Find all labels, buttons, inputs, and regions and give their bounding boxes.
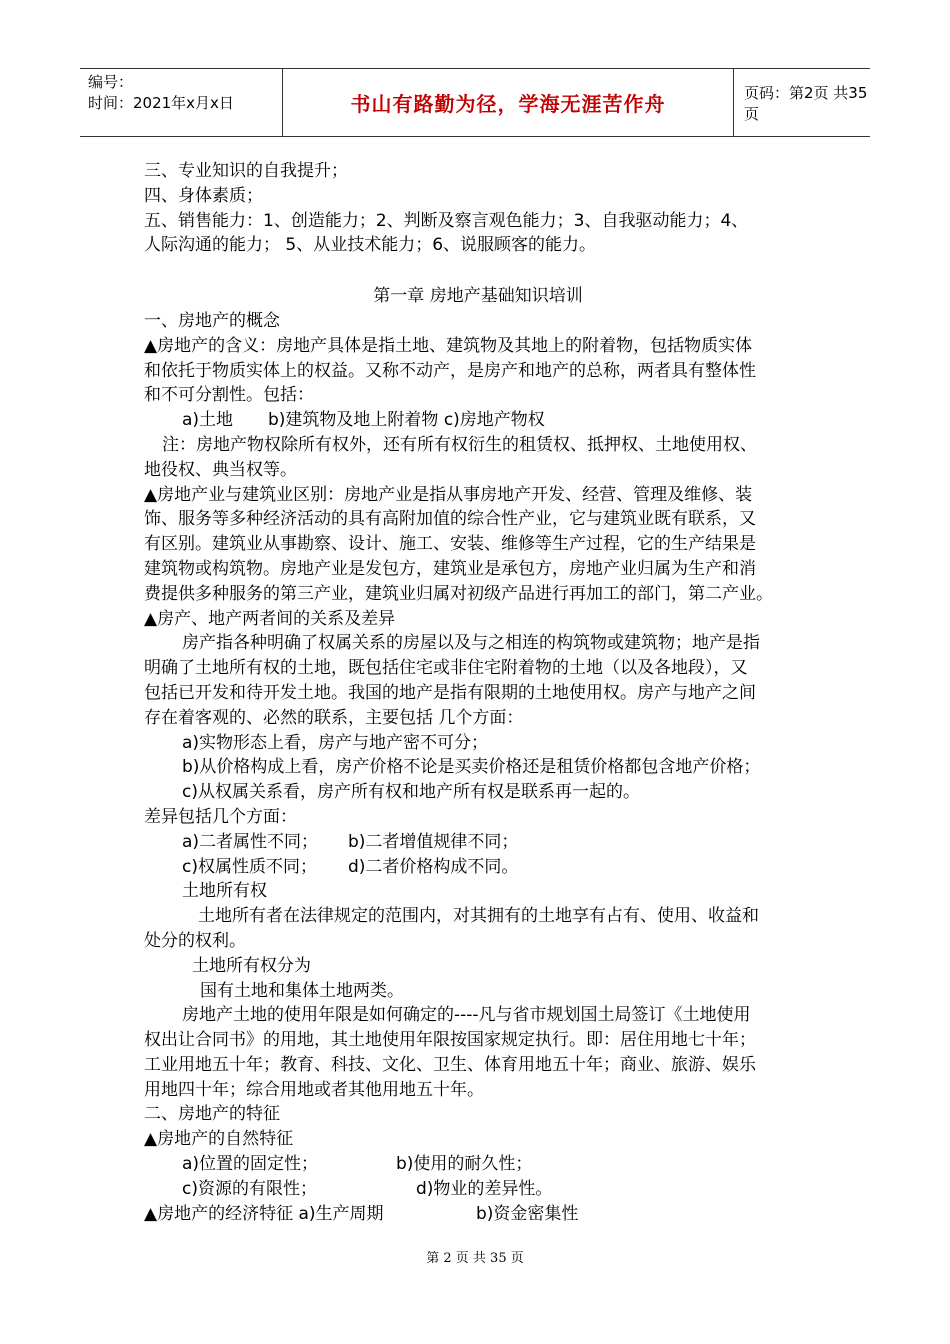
- text-line: 房产指各种明确了权属关系的房屋以及与之相连的构筑物或建筑物；地产是指: [182, 633, 760, 654]
- document-body: [144, 159, 812, 1226]
- list-item: [144, 830, 812, 855]
- text-line: ▲房地产业与建筑业区别：房地产业是指从事房地产开发、经营、管理及维修、装: [144, 484, 753, 505]
- text-line: 建筑物或构筑物。房地产业是发包方，建筑业是承包方，房地产业归属为生产和消: [144, 558, 756, 579]
- text-line: 五、销售能力：1、创造能力；2、判断及察言观色能力；3、自我驱动能力；4、: [144, 210, 749, 231]
- text-line: 工业用地五十年；教育、科技、文化、卫生、体育用地五十年；商业、旅游、娱乐: [144, 1054, 756, 1075]
- list-item-part: a)土地: [182, 410, 234, 431]
- chapter-title: 第一章 房地产基础知识培训: [373, 286, 583, 307]
- text-line: 权出让合同书》的用地，其土地使用年限按国家规定执行。即：居住用地七十年；: [144, 1030, 756, 1051]
- text-line: 和不可分割性。包括：: [144, 385, 314, 406]
- text-line: 差异包括几个方面：: [144, 806, 297, 827]
- text-line: 费提供多种服务的第三产业，建筑业归属对初级产品进行再加工的部门，第二产业。: [144, 583, 773, 604]
- text-line: 明确了土地所有权的土地，既包括住宅或非住宅附着物的土地（以及各地段），又: [144, 658, 748, 679]
- text-line: ▲房地产的含义：房地产具体是指土地、建筑物及其地上的附着物，包括物质实体: [144, 335, 753, 356]
- list-item-part: b)资金密集性: [476, 1203, 579, 1224]
- text-line: 三、专业知识的自我提升；: [144, 161, 348, 181]
- text-line: 人际沟通的能力； 5、从业技术能力；6、说服顾客的能力。: [144, 235, 597, 256]
- subheading: 土地所有权: [182, 881, 267, 902]
- note-line: 注：房地产物权除所有权外，还有所有权衍生的租赁权、抵押权、土地使用权、: [162, 434, 757, 455]
- text-line: 和依托于物质实体上的权益。又称不动产，是房产和地产的总称，两者具有整体性: [144, 360, 756, 381]
- header-page-info: 页码：第2页 共35页: [744, 83, 868, 123]
- list-item-part: b)建筑物及地上附着物 c)房地产物权: [268, 410, 545, 431]
- text-line: 国有土地和集体土地两类。: [200, 980, 404, 1001]
- text-line: 房地产土地的使用年限是如何确定的----凡与省市规划国土局签订《土地使用: [182, 1005, 751, 1026]
- list-item-part: b)二者增值规律不同；: [348, 831, 519, 852]
- list-item-part: d)二者价格构成不同。: [348, 856, 519, 877]
- list-item: [144, 408, 812, 433]
- time-label: 时间：2021年x月x日: [88, 94, 234, 112]
- list-item-part: c)资源的有限性；: [182, 1178, 317, 1199]
- list-item-part: a)二者属性不同；: [182, 831, 319, 852]
- header-motto: 书山有路勤为径，学海无涯苦作舟: [282, 69, 734, 136]
- page-header: [80, 68, 870, 137]
- subheading: 土地所有权分为: [192, 955, 311, 976]
- text-line: 处分的权利。: [144, 930, 246, 951]
- text-line: 有区别。建筑业从事勘察、设计、施工、安装、维修等生产过程，它的生产结果是: [144, 534, 756, 555]
- text-line: ▲房产、地产两者间的关系及差异: [144, 608, 396, 629]
- list-item: b)从价格构成上看，房产价格不论是买卖价格还是租赁价格都包含地产价格；: [182, 757, 761, 778]
- page-footer: 第 2 页 共 35 页: [426, 1251, 524, 1266]
- section-heading: 二、房地产的特征: [144, 1104, 280, 1125]
- header-meta: [80, 69, 282, 136]
- list-item: [144, 1202, 812, 1227]
- text-line: 饰、服务等多种经济活动的具有高附加值的综合性产业，它与建筑业既有联系，又: [144, 509, 756, 530]
- list-item-part: d)物业的差异性。: [416, 1178, 553, 1199]
- text-line: 土地所有者在法律规定的范围内，对其拥有的土地享有占有、使用、收益和: [198, 906, 759, 927]
- list-item: a)实物形态上看，房产与地产密不可分；: [182, 732, 489, 753]
- list-item: [144, 855, 812, 880]
- list-item-part: a)位置的固定性；: [182, 1154, 319, 1175]
- list-item: [144, 1177, 812, 1202]
- text-line: 包括已开发和待开发土地。我国的地产是指有限期的土地使用权。房产与地产之间: [144, 682, 756, 703]
- text-line: 地役权、典当权等。: [144, 459, 297, 480]
- list-item-part: ▲房地产的经济特征 a)生产周期: [144, 1203, 384, 1224]
- text-line: 用地四十年；综合用地或者其他用地五十年。: [144, 1079, 484, 1100]
- list-item-part: b)使用的耐久性；: [396, 1154, 533, 1175]
- list-item: c)从权属关系看，房产所有权和地产所有权是联系再一起的。: [182, 782, 640, 803]
- list-item: [144, 1152, 812, 1177]
- text-line: 存在着客观的、必然的联系，主要包括 几个方面：: [144, 707, 524, 728]
- text-line: 四、身体素质；: [144, 185, 263, 206]
- list-item-part: c)权属性质不同；: [182, 856, 317, 877]
- text-line: ▲房地产的自然特征: [144, 1129, 294, 1150]
- section-heading: 一、房地产的概念: [144, 310, 280, 331]
- number-label: 编号：: [88, 73, 134, 91]
